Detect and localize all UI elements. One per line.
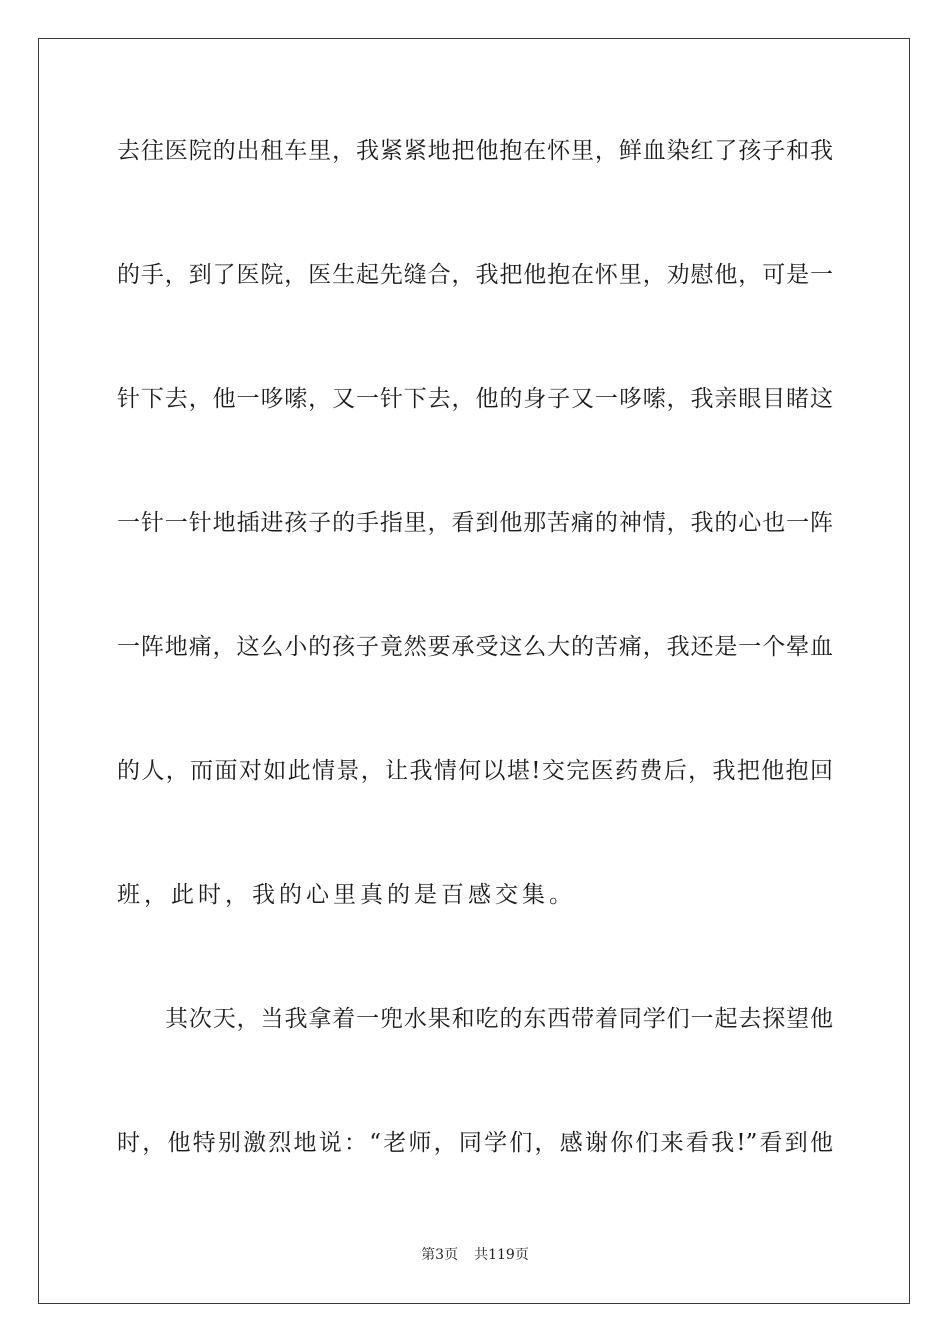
text-line: 一针一针地插进孩子的手指里，看到他那苦痛的神情，我的心也一阵 (117, 510, 833, 536)
page-total: 共119页 (474, 1247, 529, 1263)
page-footer (0, 1246, 950, 1264)
text-line: 的手，到了医院，医生起先缝合，我把他抱在怀里，劝慰他，可是一 (117, 262, 833, 288)
paragraph-start-line: 其次天，当我拿着一兜水果和吃的东西带着同学们一起去探望他 (165, 1006, 833, 1032)
text-line: 的人，而面对如此情景，让我情何以堪!交完医药费后，我把他抱回 (117, 758, 833, 784)
text-line: 时，他特别激烈地说：“老师，同学们，感谢你们来看我!”看到他 (117, 1130, 833, 1156)
text-line: 去往医院的出租车里，我紧紧地把他抱在怀里，鲜血染红了孩子和我 (117, 138, 833, 164)
page-number: 第3页 (421, 1247, 459, 1263)
text-line: 针下去，他一哆嗦，又一针下去，他的身子又一哆嗦，我亲眼目睹这 (117, 386, 833, 412)
text-line: 一阵地痛，这么小的孩子竟然要承受这么大的苦痛，我还是一个晕血 (117, 634, 833, 660)
text-line: 班，此时，我的心里真的是百感交集。 (117, 882, 576, 908)
page-border (38, 38, 910, 1304)
